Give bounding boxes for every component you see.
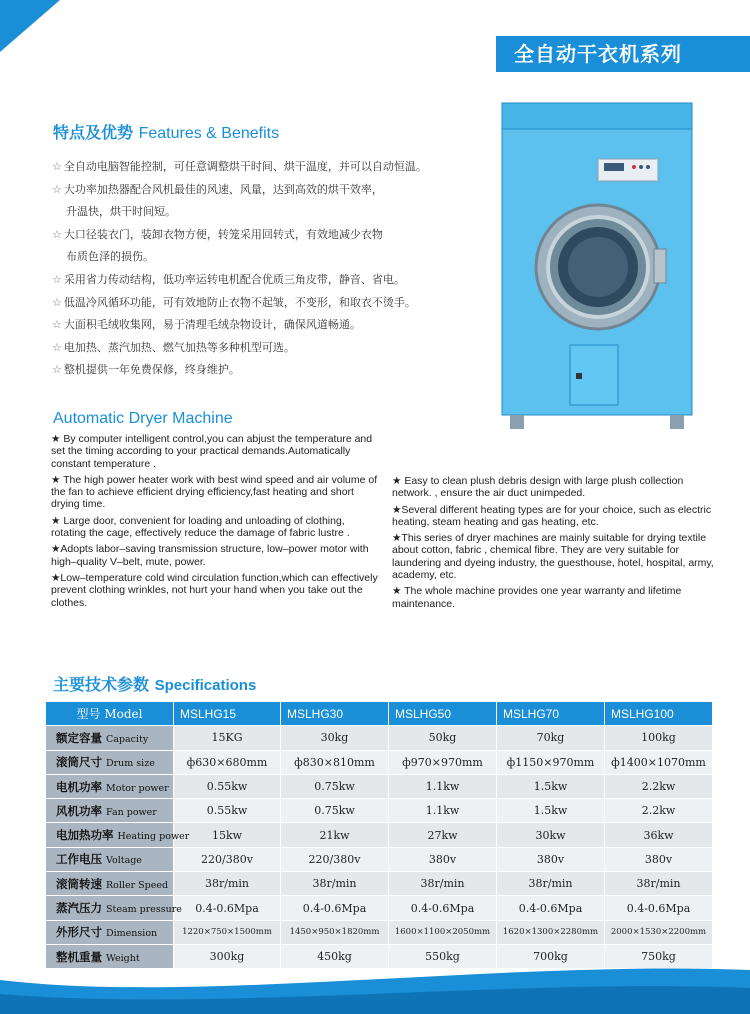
table-cell: 1.5kw (497, 774, 605, 798)
row-label-cn: 蒸汽压力 (56, 901, 102, 916)
table-cell: ф1150×970mm (497, 750, 605, 774)
table-cell: 0.4-0.6Mpa (281, 896, 389, 920)
header-model-label: 型号 Model (46, 702, 174, 726)
table-cell: 100kg (605, 726, 713, 750)
star-icon: ☆ (52, 272, 62, 286)
row-label-cn: 工作电压 (56, 852, 102, 867)
table-cell: 21kw (281, 823, 389, 847)
feature-item: ☆ 低温冷风循环功能，可有效地防止衣物不起皱，不变形，和取衣不烫手。 (52, 295, 416, 309)
row-label-en: Weight (106, 952, 140, 964)
dryer-machine-illustration (500, 101, 694, 431)
table-row (46, 774, 713, 798)
table-cell: 36kw (605, 823, 713, 847)
table-cell: 220/380v (174, 847, 281, 871)
table-cell: 1.5kw (497, 799, 605, 823)
row-label (46, 799, 174, 823)
star-icon: ☆ (52, 227, 62, 241)
row-label (46, 920, 174, 944)
automatic-item: ★ The whole machine provides one year warranty and lifetime maintenance. (392, 585, 682, 610)
table-cell: 1600×1100×2050mm (389, 920, 497, 944)
automatic-heading: Automatic Dryer Machine (53, 410, 233, 427)
feature-item: ☆ 电加热、蒸汽加热、燃气加热等多种机型可选。 (52, 340, 295, 354)
table-cell: 50kg (389, 726, 497, 750)
page-title: 全自动干衣机系列 (496, 36, 750, 72)
row-label-en: Fan power (106, 806, 157, 818)
table-cell: 300kg (174, 944, 281, 968)
table-cell: 38r/min (389, 872, 497, 896)
bottom-wave-decoration (0, 960, 750, 1014)
table-row (46, 750, 713, 774)
feature-item: ☆ 采用省力传动结构，低功率运转电机配合优质三角皮带，静音、省电。 (52, 272, 405, 286)
specs-heading-en: Specifications (154, 677, 257, 694)
automatic-right-list (392, 475, 722, 614)
row-label-en: Dimension (106, 928, 158, 940)
table-cell: 1220×750×1500mm (174, 920, 281, 944)
table-cell: 0.75kw (281, 799, 389, 823)
row-label (46, 750, 174, 774)
star-icon: ☆ (52, 318, 62, 332)
row-label (46, 726, 174, 750)
automatic-item: ★Adopts labor–saving transmission structure, low–power motor with high–quality V–belt, mute, power. (51, 543, 369, 568)
specs-heading-cn: 主要技术参数 (53, 675, 150, 694)
table-cell: 0.4-0.6Mpa (389, 896, 497, 920)
table-cell: ф970×970mm (389, 750, 497, 774)
table-cell: 1620×1300×2280mm (497, 920, 605, 944)
table-row (46, 823, 713, 847)
table-cell: ф830×810mm (281, 750, 389, 774)
row-label (46, 872, 174, 896)
model-header: MSLHG100 (605, 702, 713, 726)
table-cell: ф630×680mm (174, 750, 281, 774)
star-icon: ☆ (52, 363, 62, 377)
table-row (46, 799, 713, 823)
row-label-cn: 外形尺寸 (56, 925, 102, 940)
row-label-cn: 电机功率 (56, 779, 102, 794)
row-label-en: Capacity (106, 733, 149, 745)
row-label (46, 847, 174, 871)
features-heading (53, 120, 279, 143)
row-label (46, 774, 174, 798)
star-icon: ☆ (52, 160, 62, 173)
features-heading-en: Features & Benefits (138, 125, 280, 142)
model-header: MSLHG15 (174, 702, 281, 726)
table-cell: 750kg (605, 944, 713, 968)
table-cell: 0.55kw (174, 799, 281, 823)
row-label-en: Roller Speed (106, 879, 169, 891)
table-cell: 15KG (174, 726, 281, 750)
table-cell: 2.2kw (605, 799, 713, 823)
automatic-left-list (51, 433, 381, 613)
table-cell: 0.4-0.6Mpa (605, 896, 713, 920)
table-cell: 380v (605, 847, 713, 871)
model-header: MSLHG50 (389, 702, 497, 726)
table-header-row (46, 702, 713, 726)
table-row (46, 920, 713, 944)
row-label-en: Voltage (106, 855, 142, 867)
table-cell: 38r/min (174, 872, 281, 896)
model-header: MSLHG30 (281, 702, 389, 726)
row-label-cn: 电加热功率 (56, 828, 114, 843)
table-cell: 550kg (389, 944, 497, 968)
row-label-en: Steam pressure (106, 904, 182, 916)
row-label (46, 823, 190, 847)
automatic-item: ★ Easy to clean plush debris design with large plush collection network. , ensure the air duct unimpeded. (392, 475, 684, 500)
row-label-cn: 整机重量 (56, 949, 102, 964)
table-cell: 450kg (281, 944, 389, 968)
star-icon: ☆ (52, 295, 62, 309)
table-row (46, 872, 713, 896)
table-cell: 380v (389, 847, 497, 871)
table-cell: 2000×1530×2200mm (605, 920, 713, 944)
table-cell: 1.1kw (389, 799, 497, 823)
row-label-cn: 滚筒转速 (56, 876, 102, 891)
table-cell: 0.4-0.6Mpa (174, 896, 281, 920)
table-cell: 38r/min (281, 872, 389, 896)
features-list (52, 156, 492, 382)
table-row (46, 896, 713, 920)
table-cell: 15kw (174, 823, 281, 847)
table-cell: 0.75kw (281, 774, 389, 798)
row-label-cn: 额定容量 (56, 730, 102, 745)
table-cell: 38r/min (497, 872, 605, 896)
model-header: MSLHG70 (497, 702, 605, 726)
specs-heading (53, 672, 256, 695)
automatic-item: ★ Large door, convenient for loading and unloading of clothing, rotating the cage, effectively reduce the damage of fabric lustre . (51, 514, 350, 540)
table-cell: 700kg (497, 944, 605, 968)
table-cell: 30kg (281, 726, 389, 750)
table-row (46, 726, 713, 750)
table-cell: 1450×950×1820mm (281, 920, 389, 944)
table-cell: 380v (497, 847, 605, 871)
automatic-item: ★Several different heating types are for your choice, such as electric heating, steam heating and gas heating, etc. (392, 503, 712, 528)
specs-table-body (46, 726, 713, 969)
table-row (46, 847, 713, 871)
feature-item: ☆ 全自动电脑智能控制，可任意调整烘干时间、烘干温度，并可以自动恒温。 (52, 160, 427, 173)
row-label-cn: 风机功率 (56, 803, 102, 818)
table-cell: 38r/min (605, 872, 713, 896)
table-cell: ф1400×1070mm (605, 750, 713, 774)
row-label-cn: 滚筒尺寸 (56, 755, 102, 770)
specs-table (45, 701, 713, 969)
star-icon: ☆ (52, 182, 62, 196)
feature-item: ☆ 大口径装衣门，装卸衣物方便，转笼采用回转式，有效地减少衣物 布质色泽的损伤。 (52, 227, 383, 264)
automatic-item: ★ The high power heater work with best wind speed and air volume of the fan to achieve efficient drying efficiency,fast heating and short drying time. (51, 473, 378, 511)
table-cell: 30kw (497, 823, 605, 847)
star-icon: ☆ (52, 340, 62, 354)
automatic-item: ★Low–temperature cold wind circulation function,which can effectively prevent clothing wrinkles, not hurt your hand when you take out the clothes. (51, 571, 378, 609)
automatic-item: ★ By computer intelligent control,you can abjust the temperature and set the timing according to your practical demands.Automatically constant temperature . (51, 433, 373, 470)
feature-item: ☆ 大面积毛绒收集网，易于清理毛绒杂物设计，确保风道畅通。 (52, 318, 361, 332)
feature-item: ☆ 整机提供一年免费保修，终身维护。 (52, 363, 240, 377)
feature-item: ☆ 大功率加热器配合风机最佳的风速、风量，达到高效的烘干效率， 升温快，烘干时间短。 (52, 182, 383, 219)
row-label-en: Motor power (106, 782, 169, 794)
row-label-en: Heating power (117, 831, 190, 843)
corner-decoration (0, 0, 60, 52)
automatic-item: ★This series of dryer machines are mainly suitable for drying textile about cotton, fabric , chemical fibre. They are very suitable for laundering and dyeing industry, the guesthouse, hotel, hospital, army, academy, etc. (392, 532, 714, 582)
features-heading-cn: 特点及优势 (53, 123, 134, 142)
row-label-en: Drum size (106, 758, 155, 770)
table-cell: 70kg (497, 726, 605, 750)
table-cell: 0.4-0.6Mpa (497, 896, 605, 920)
table-cell: 220/380v (281, 847, 389, 871)
table-cell: 0.55kw (174, 774, 281, 798)
table-cell: 27kw (389, 823, 497, 847)
row-label (46, 896, 182, 920)
table-cell: 2.2kw (605, 774, 713, 798)
table-cell: 1.1kw (389, 774, 497, 798)
